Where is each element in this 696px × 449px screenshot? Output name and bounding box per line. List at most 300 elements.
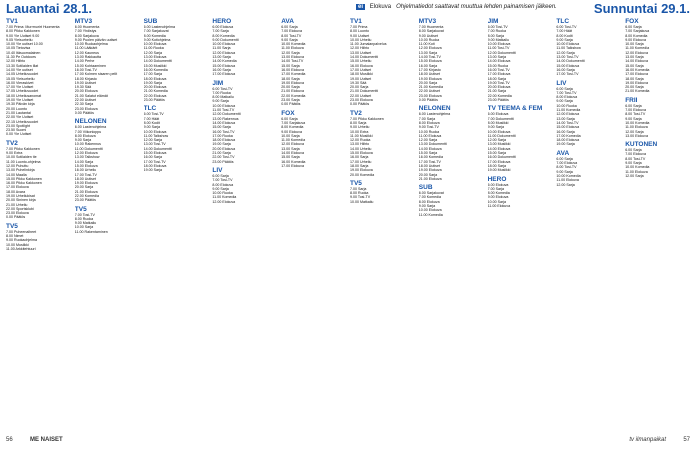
program-listing: 19.00 Yle Uutiset [6, 98, 34, 103]
program-listing: 22.00 Komedia [74, 193, 99, 198]
program-listing: 18.00 Sarja [350, 163, 369, 168]
legend-logo: ei [358, 4, 364, 10]
program-listing: 12.00 Elokuva [556, 112, 580, 117]
channel-heading: TV1 [6, 18, 18, 25]
program-listing: 23.00 Päätös [212, 159, 234, 164]
program-listing: 13.00 Musiikki [487, 142, 511, 147]
program-listing: 8.00 Matkailu [212, 95, 234, 100]
program-listing: 8.00 Tosi-TV [281, 33, 302, 38]
program-listing: 7.00 Tosi-TV [556, 90, 577, 95]
schedule-column [75, 18, 140, 432]
program-listing: 13.00 Elokuva [143, 55, 167, 60]
program-listing: 9.00 Sarja [556, 37, 573, 42]
channel-heading: NELONEN [74, 118, 107, 126]
program-listing: 20.00 Sininen kirja [6, 198, 36, 203]
program-listing: 18.00 Elokuva [212, 138, 236, 143]
program-listing: 23.50 Suomi [6, 128, 27, 133]
program-listing: 23.00 Päätös [74, 198, 96, 203]
program-listing: 14.00 Dokumentti [350, 55, 379, 60]
program-listing: 10.05 Tietovisa [6, 46, 31, 51]
program-listing: 12.00 Elokuva [281, 142, 304, 147]
program-listing: 14.00 Dokumentti [143, 59, 172, 64]
program-listing: 12.00 Kauneus [74, 50, 99, 55]
program-listing: 19.00 Sarja [143, 168, 162, 173]
program-listing: 10.00 Elokuva [143, 42, 167, 47]
program-listing: 10.00 Sarja [487, 199, 506, 204]
program-listing: 9.00 Sarja [487, 125, 504, 130]
program-listing: 13.00 Tosi-TV [556, 55, 579, 60]
program-listing: 12.00 Elokuva [418, 46, 442, 51]
program-listing: 11.00 Komedia [212, 195, 237, 200]
program-listing: 15.00 Sarja [281, 63, 300, 68]
channel-heading: FOX [281, 109, 295, 117]
program-listing: 21.00 Dokumentti [350, 89, 379, 94]
program-listing: 7.00 Elokuva [625, 152, 646, 157]
program-listing: 14.00 Tosi-TV [556, 120, 579, 125]
channel-heading: TV2 [6, 139, 18, 147]
program-listing: 9.00 Sarja [625, 116, 642, 121]
program-listing: 15.00 Ruoka [487, 63, 508, 68]
program-listing: 21.00 Elokuva [74, 189, 98, 194]
program-listing: 10.00 Elokuva [487, 129, 511, 134]
program-listing: 19.30 Päivän kirja [6, 102, 35, 107]
program-listing: 0.00 Päätös [74, 110, 94, 115]
program-listing: 6.00 Elokuva [487, 112, 509, 117]
program-listing: 9.00 Uutiset [350, 33, 370, 38]
program-listing: 10.00 Sarja [625, 42, 644, 47]
program-listing: 19.00 Elokuva [625, 80, 648, 85]
program-listing: 9.00 Extra [6, 151, 23, 156]
program-listing: 10.00 Rakennus [74, 142, 101, 147]
program-listing: 19.00 Sarja [143, 80, 162, 85]
program-listing: 18.00 Sarja [281, 76, 300, 81]
channel-heading: TV1 [350, 18, 362, 25]
program-listing: 15.00 Sarja [487, 151, 506, 156]
program-listing: 0.00 Päätös [350, 102, 370, 107]
program-listing: 16.00 Tosi-TV [212, 129, 235, 134]
program-listing: 10.00 Elokuva [418, 208, 442, 213]
program-listing: 8.00 Tosi-TV [625, 156, 646, 161]
program-listing: 13.30 Sotilaiden illat [6, 63, 39, 68]
program-listing: 21.00 Urheilu [6, 202, 28, 207]
program-listing: 18.00 Sarja [487, 76, 506, 81]
program-listing: 8.00 Sarja [487, 33, 504, 38]
program-listing: 19.00 Sarja [212, 142, 231, 147]
program-listing: 6.00 Sarja [625, 25, 642, 29]
program-listing: 11.00 Talkshow [143, 133, 169, 138]
left-page-date: Lauantai 28.1. [6, 1, 92, 16]
program-listing: 20.00 Elokuva [74, 89, 98, 94]
channel-heading: MTV3 [418, 18, 437, 25]
program-listing: 14.00 Elokuva [487, 146, 511, 151]
program-listing: 19.00 Musiikki [487, 168, 511, 173]
program-listing: 8.00 Elokuva [74, 133, 96, 138]
program-listing: 16.00 Dokumentti [487, 155, 516, 160]
program-listing: 6.00 Sarja [556, 86, 573, 91]
program-listing: 23.00 Elokuva [418, 93, 442, 98]
program-listing: 21.00 Komedia [143, 89, 168, 94]
program-listing: 8.00 Komedia [625, 33, 648, 38]
program-listing: 11.00 Jumalanpalvelus [350, 42, 387, 47]
program-listing: 12.00 Hiihto [6, 59, 26, 64]
program-listing: 15.00 Kohtaaminen [74, 63, 106, 68]
program-listing: 6.00 Lastenohjelma [74, 125, 107, 130]
program-listing: 0.00 Päätös [418, 98, 438, 103]
program-listing: 6.00 Sarjakuvat [418, 191, 444, 196]
program-listing: 14.00 Elokuva [625, 59, 648, 64]
program-listing: 9.00 Sarja [74, 138, 92, 143]
program-listing: 0.00 Päätös [281, 102, 301, 107]
program-listing: 15.00 Sarja [418, 151, 438, 156]
channel-heading: TV TEEMA & FEM [487, 105, 543, 113]
program-listing: 12.00 Sarja [143, 138, 162, 143]
program-listing: 14.00 Yle uutiset [6, 67, 33, 72]
program-listing: 17.00 Komedia [556, 133, 581, 138]
program-listing: 22.30 Sarja [74, 102, 94, 107]
program-listing: 6.00 Sarja [281, 25, 298, 29]
program-listing: 15.00 Elokuva [418, 59, 442, 64]
program-listing: 20.00 Luonto [6, 106, 27, 111]
program-listing: 9.00 Uutiset [418, 33, 438, 38]
program-listing: 22.00 Komedia [281, 93, 306, 98]
program-listing: 20.00 Sarja [625, 85, 644, 90]
program-listing: 6.00 Elokuva [487, 182, 509, 187]
program-listing: 12.00 Puhuttu [6, 163, 29, 168]
program-listing: 18.00 Sarja [625, 76, 644, 81]
program-listing: 7.00 Sarja [350, 186, 367, 191]
program-listing: 17.00 Elokuva [6, 185, 29, 190]
program-listing: 22.00 Komedia [487, 93, 512, 98]
program-listing: 22.00 Yle Uutiset [6, 115, 34, 120]
program-listing: 16.00 Komedia [143, 67, 168, 72]
program-listing: 7.00 Yhdistys [74, 29, 97, 34]
program-listing: 21.00 Elokuva [418, 176, 442, 181]
program-listing: 20.00 Elokuva [212, 146, 236, 151]
program-listing: 17.00 Sarja [143, 72, 162, 77]
program-listing: 17.00 Elokuva [212, 72, 236, 77]
program-listing: 14.00 Maalla [6, 172, 27, 177]
program-listing: 9.00 Matkailu [74, 221, 97, 226]
program-listing: 6.00 Sarja [625, 148, 642, 153]
program-listing: 10.00 Ruoka [418, 37, 440, 42]
program-listing: 6.00 Sarja [556, 156, 573, 161]
program-listing: 20.00 Elokuva [487, 85, 511, 90]
program-listing: 10.00 Sarja [281, 133, 300, 138]
program-listing: 8.00 Luonto [350, 29, 369, 34]
program-listing: 7.00 Sarjakuva [625, 29, 650, 34]
schedule-column [350, 18, 415, 432]
program-listing: 8.00 Sarjakuva [74, 33, 99, 38]
program-listing: 8.00 Nimet [6, 234, 24, 239]
program-listing: 19.00 Uutiset [74, 80, 96, 85]
program-listing: 14.00 Dokumentti [556, 59, 585, 64]
program-listing: 15.00 Sarja [212, 125, 231, 130]
program-listing: 10.00 Ruoka [212, 191, 233, 196]
program-listing: 22.00 Elokuva [143, 93, 167, 98]
program-listing: 9.00 Sarja [212, 186, 229, 191]
program-listing: 12.00 Sarja [281, 50, 300, 55]
program-listing: 12.00 Dokumentti [487, 50, 516, 55]
program-listing: 18.00 Musiikki [350, 72, 373, 77]
program-listing: 16.00 Sarja [143, 155, 162, 160]
program-listing: 7.00 Pikku Kakkonen [6, 146, 40, 151]
program-listing: 20.00 Sarja [74, 185, 94, 190]
program-listing: 13.00 Uutiset [350, 50, 372, 55]
program-listing: 7.00 Prima: Murrmurirt Huomenta [6, 25, 60, 29]
magazine-name-left: ME NAISET [30, 437, 63, 443]
program-listing: 7.00 Sarjakuva [281, 120, 306, 125]
header-legend [356, 4, 557, 10]
program-listing: 0.00 Yle Uutiset [6, 132, 32, 137]
program-listing: 14.00 Komedia [212, 59, 237, 64]
program-listing: 8.00 Elokuva [418, 199, 440, 204]
program-listing: 22.15 Urheiluvuodet [6, 119, 39, 124]
program-listing: 8.00 Komedia [487, 191, 510, 196]
program-listing: 9.00 Sarja [556, 99, 573, 104]
program-listing: 22.00 Sportsklubi [6, 206, 34, 211]
program-listing: 19.00 Tosi-TV [487, 80, 510, 85]
program-listing: 15.00 Elokuva [350, 151, 373, 156]
program-listing: 15.00 Musiikki [143, 63, 167, 68]
program-listing: 11.00 Talkshow [556, 46, 581, 51]
program-listing: 13.00 Talkshow [74, 155, 100, 160]
program-listing: 11.30 Pe Outdoors [6, 55, 36, 60]
channel-heading: TV5 [6, 222, 18, 230]
program-listing: 9.00 Sarja [281, 37, 298, 42]
program-listing: 11.00 Dokumentti [487, 133, 516, 138]
program-listing: 11.00 Elokuva [625, 169, 648, 174]
program-listing: 11.00 Tosi-TV [212, 108, 235, 113]
program-listing: 19.00 Sarja [556, 142, 575, 147]
program-listing: 11.00 Sarja [212, 46, 231, 51]
channel-heading: SUB [418, 184, 433, 192]
program-listing: 13.00 Rakkautta [74, 55, 101, 60]
program-listing: 7.00 Elokuva [556, 161, 578, 166]
program-listing: 17.00 Ruoka [212, 133, 233, 138]
program-listing: 16.00 Elokuva [281, 67, 304, 72]
program-listing: 9.00 Kotiohjelma [143, 37, 171, 42]
program-listing: 19.00 Elokuva [74, 181, 98, 186]
program-listing: 16.00 Komedia [625, 67, 650, 72]
program-listing: 18.00 Sarja [487, 163, 506, 168]
program-listing: 9.00 Elokuva [487, 195, 509, 200]
channel-heading: HERO [212, 18, 232, 25]
program-listing: 13.00 Sarja [556, 116, 575, 121]
program-listing: 18.00 Elokuva [143, 76, 167, 81]
schedule-column [281, 18, 346, 432]
program-listing: 6.00 Tosi-TV [212, 86, 233, 91]
program-listing: 22.00 Tosi-TV [212, 155, 235, 160]
program-listing: 12.00 Sarja [625, 129, 644, 134]
program-listing: 18.00 Uutiset [418, 72, 440, 77]
program-listing: 16.00 Elokuva [350, 63, 373, 68]
program-listing: 13.00 Dokumentti [418, 142, 447, 147]
program-listing: 12.00 Elokuva [212, 199, 236, 204]
program-listing: 19.00 Elokuva [418, 168, 442, 173]
program-listing: 8.00 Kodit [143, 120, 160, 125]
program-listing: 11.00 Lääkärit [74, 46, 98, 51]
channel-heading: TLC [143, 105, 157, 113]
program-listing: 10.00 Ruokaohjelma [74, 42, 108, 47]
program-listing: 11.00 Dokumentti [74, 146, 103, 151]
program-listing: 10.00 Komedia [625, 165, 650, 170]
program-listing: 17.00 Tosi-TV [556, 72, 579, 77]
program-listing: 18.00 Uutiset [74, 176, 96, 181]
program-listing: 20.00 Sarja [281, 85, 300, 90]
program-listing: 10.00 Extra [350, 129, 369, 134]
legend-tagline: Ohjelmatiedot saattavat muuttua lehden painamisen jälkeen. [396, 4, 557, 10]
program-listing: 17.00 Elokuva [625, 72, 648, 77]
program-listing: 12.00 Sarja [143, 50, 162, 55]
program-listing: 20.00 Sarja [418, 172, 438, 177]
program-listing: 8.00 Komedia [281, 125, 304, 130]
program-listing: 12.00 Elokuva [212, 50, 236, 55]
program-listing: 9.00 Dokumentti [212, 37, 239, 42]
channel-heading: MTV3 [74, 18, 93, 25]
program-listing: 14.00 Perhe [74, 59, 95, 64]
schedule-column [144, 18, 209, 432]
program-listing: 23.00 Päätös [487, 98, 509, 103]
program-listing: 19.00 Urheilukisat [6, 193, 35, 198]
program-listing: 6.00 Lastenohjelma [143, 25, 175, 29]
program-listing: 6.00 Lastenohjelma [418, 112, 451, 117]
program-listing: 9.00 Elokuva [281, 129, 302, 134]
program-listing: 9.00 Puolen päivän uutiset [74, 37, 118, 42]
program-listing: 21.00 Komedia [625, 89, 650, 94]
program-listing: 23.00 Päätös [143, 98, 165, 103]
page-header [0, 0, 696, 16]
program-listing: 7.00 Häät [556, 29, 572, 34]
program-listing: 14.00 Tosi-TV [281, 59, 304, 64]
channel-heading: LIV [212, 166, 223, 174]
program-listing: 18.00 Urheilusanomat [6, 93, 42, 98]
program-listing: 13.00 Sarja [418, 50, 438, 55]
program-listing: 7.00 Pikku Kakkonen [350, 116, 384, 121]
program-listing: 15.00 Elokuva [143, 151, 167, 156]
program-listing: 8.00 Komedia [212, 33, 235, 38]
channel-heading: AVA [281, 18, 294, 25]
program-listing: 17.00 Tosi-TV [74, 172, 97, 177]
program-listing: 8.00 Musiikki [487, 120, 509, 125]
program-listing: 19.30 Sää [350, 80, 367, 85]
program-listing: 8.00 Pikku Kakkonen [6, 29, 40, 34]
program-listing: 7.00 Tosi-TV [74, 212, 95, 217]
program-listing: 16.00 Sarja [556, 67, 575, 72]
program-listing: 10.00 Komedia [281, 42, 306, 47]
program-listing: 21.00 Lautantai [6, 110, 31, 115]
channel-heading: FOX [625, 18, 639, 25]
program-listing: 9.00 Matkailu [487, 37, 509, 42]
program-listing: 18.00 Elokuva [556, 138, 580, 143]
program-listing: 19.30 Sää [74, 85, 92, 90]
program-listing: 12.00 Sarja [556, 50, 575, 55]
program-listing: 7.00 Ruoka [212, 90, 231, 95]
program-listing: 13.00 Sarja [212, 55, 231, 60]
program-listing: 17.05 Urheiluvuodet [6, 89, 39, 94]
page-footer [0, 437, 696, 449]
program-listing: 14.00 Urheilu [350, 146, 372, 151]
program-listing: 6.00 Huomenta [74, 25, 100, 29]
channel-heading: HERO [487, 175, 507, 183]
program-listing: 15.00 Sarja [281, 155, 300, 160]
program-listing: 7.00 Huomenta [418, 25, 444, 29]
program-listing: 22.00 Uutiset [74, 98, 96, 103]
program-listing: 9.00 Yle Uutiset 9.00 [6, 33, 40, 38]
program-listing: 7.00 Ruoka [487, 29, 506, 34]
program-listing: 10.00 Musiikki [6, 242, 29, 247]
program-listing: 21.00 Sarja [487, 89, 506, 94]
program-listing: 15.05 Yleisurheilu [6, 76, 35, 81]
program-listing: 11.00 Elokuva [281, 46, 304, 51]
program-listing: 14.00 Tosi-TV [418, 55, 441, 60]
program-listing: 19.00 Elokuva [418, 76, 442, 81]
program-listing: 6.00 Tosi-TV [556, 25, 577, 29]
program-listing: 15.00 Sarja [625, 63, 644, 68]
program-listing: 6.00 Sarja [625, 103, 642, 108]
program-listing: 15.00 Urheilu [350, 59, 372, 64]
program-listing: 11.00 Tosi-TV [487, 46, 510, 51]
program-listing: 0.00 Päätös [6, 215, 26, 220]
program-listing: 13.00 Rakennus [212, 116, 239, 121]
program-listing: 11.00 Komedia [625, 46, 650, 51]
schedule-columns [6, 18, 690, 432]
channel-heading: AVA [556, 149, 570, 157]
program-listing: 8.00 Elokuva [418, 120, 440, 125]
program-listing: 16.00 Tosi-TV [487, 67, 510, 72]
program-listing: 8.00 Tosi-TV [556, 165, 577, 170]
schedule-column [488, 18, 553, 432]
schedule-column [212, 18, 277, 432]
program-listing: 10.00 Sotilaiden tie [6, 155, 37, 160]
program-listing: 17.00 Elokuva [487, 159, 511, 164]
program-listing: 7.00 Elokuva [281, 29, 302, 34]
schedule-column [625, 18, 690, 432]
program-listing: 11.00 Koti [418, 42, 435, 47]
channel-heading: SUB [143, 18, 158, 25]
program-listing: 23.00 Elokuva [350, 98, 373, 103]
program-listing: 16.00 Pikku Kakkonen [6, 181, 42, 186]
program-listing: 17.00 Elokuva [281, 163, 304, 168]
program-listing: 7.00 Sarjakuvat [143, 29, 169, 34]
program-listing: 7.00 Sarja [487, 186, 504, 191]
program-listing: 8.00 Sarjakuvat [418, 29, 444, 34]
program-listing: 6.00 Tosi-TV [487, 25, 508, 29]
program-listing: 9.00 Ruokaohjelma [6, 238, 37, 243]
program-listing: 11.00 Komedia [556, 108, 581, 113]
program-listing: 10.00 Komedia [556, 173, 581, 178]
program-listing: 15.00 Elokuva [556, 125, 580, 130]
program-listing: 9.00 Sarja [212, 99, 229, 104]
program-listing: 10.00 Elokuva [212, 103, 236, 108]
program-listing: 10.00 Sarja [74, 225, 94, 230]
program-listing: 17.00 Tosi-TV [143, 159, 166, 164]
program-listing: 7.00 Häät [143, 116, 160, 121]
program-listing: 14.00 Sarja [74, 159, 94, 164]
program-listing: 12.00 Sarja [418, 138, 438, 143]
channel-heading: KUTONEN [625, 141, 658, 149]
schedule-column [419, 18, 484, 432]
program-listing: 16.00 Sarja [350, 155, 369, 160]
program-listing: 23.00 Sarja [281, 98, 300, 103]
program-listing: 11.00 Ruoka [143, 46, 164, 51]
program-listing: 13.00 Tosi-TV [143, 142, 166, 147]
program-listing: 15.00 Pikku Kakkonen [6, 176, 42, 181]
program-listing: 17.00 Elokuva [487, 72, 511, 77]
program-listing: 18.00 Kirjasto [74, 76, 97, 81]
right-page-date: Sunnuntai 29.1. [593, 1, 690, 16]
program-listing: 16.00 Sarja [418, 63, 438, 68]
program-listing: 16.00 Komedia [418, 155, 443, 160]
